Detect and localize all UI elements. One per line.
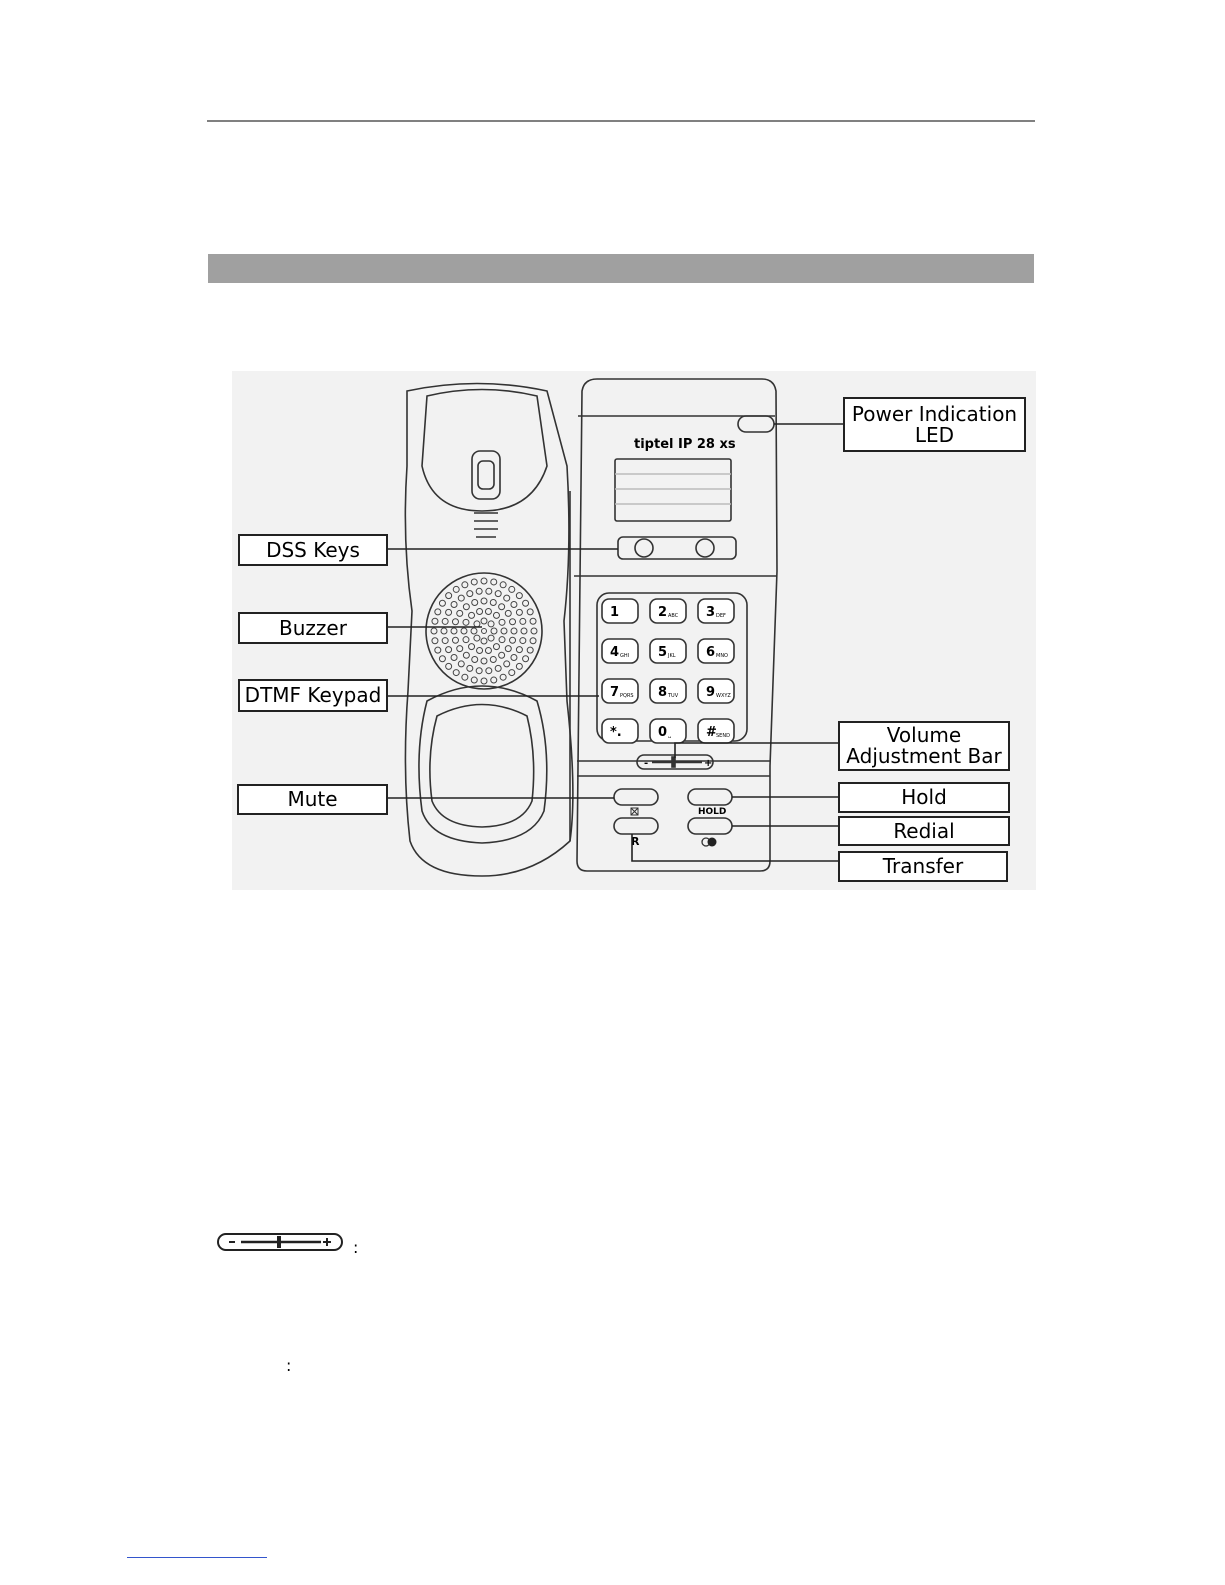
grille-hole bbox=[510, 637, 516, 643]
grille-hole bbox=[463, 619, 469, 625]
keypad-key-shape[interactable] bbox=[698, 679, 734, 703]
hold-key bbox=[688, 789, 732, 805]
grille-hole bbox=[493, 644, 499, 650]
keypad-key-shape[interactable] bbox=[650, 719, 686, 743]
grille-hole bbox=[490, 657, 496, 663]
callout-buzzer: Buzzer bbox=[238, 612, 388, 644]
handset-hook bbox=[472, 451, 500, 499]
grille-hole bbox=[491, 579, 497, 585]
grille-hole bbox=[461, 628, 467, 634]
redial-key bbox=[688, 818, 732, 834]
dss-key-1 bbox=[635, 539, 653, 557]
callout-transfer: Transfer bbox=[838, 851, 1008, 882]
keypad-keys bbox=[602, 599, 734, 743]
grille-hole bbox=[499, 604, 505, 610]
grille-hole bbox=[504, 661, 510, 667]
header-rule bbox=[207, 120, 1035, 122]
grille-hole bbox=[481, 618, 487, 624]
grille-hole bbox=[452, 619, 458, 625]
grille-hole bbox=[442, 638, 448, 644]
keypad-letters: PQRS bbox=[620, 693, 634, 699]
callout-mute: Mute bbox=[237, 784, 388, 815]
keypad-key-5[interactable] bbox=[650, 639, 686, 663]
handset-mouth-cup bbox=[419, 686, 547, 843]
keypad-letters: GHI bbox=[620, 653, 630, 659]
grille-hole bbox=[486, 668, 492, 674]
grille-hole bbox=[501, 628, 507, 634]
grille-hole bbox=[457, 610, 463, 616]
phone-figure bbox=[232, 371, 1036, 890]
grille-hole bbox=[463, 652, 469, 658]
grille-hole bbox=[476, 668, 482, 674]
handset-outline bbox=[405, 384, 573, 877]
volume-legend-colon: : bbox=[353, 1238, 359, 1257]
grille-hole bbox=[457, 646, 463, 652]
keypad-key-11[interactable] bbox=[650, 719, 686, 743]
lcd-screen bbox=[615, 459, 731, 521]
grille-hole bbox=[485, 647, 491, 653]
grille-hole bbox=[530, 618, 536, 624]
hold-key-label: HOLD bbox=[698, 807, 727, 817]
grille-hole bbox=[499, 637, 505, 643]
keypad-digit: 4 bbox=[610, 645, 620, 660]
grille-hole bbox=[485, 609, 491, 615]
power-led bbox=[738, 416, 774, 432]
keypad-key-8[interactable] bbox=[650, 679, 686, 703]
callout-hold: Hold bbox=[838, 782, 1010, 813]
keypad-digit: 6 bbox=[706, 645, 716, 660]
grille-hole bbox=[467, 665, 473, 671]
grille-hole bbox=[442, 618, 448, 624]
grille-hole bbox=[451, 655, 457, 661]
grille-hole bbox=[504, 595, 510, 601]
grille-hole bbox=[505, 610, 511, 616]
callout-volume-bar: Volume Adjustment Bar bbox=[838, 721, 1010, 771]
grille-hole bbox=[462, 674, 468, 680]
keypad-letters: SEND bbox=[716, 733, 730, 739]
redial-icon bbox=[702, 838, 717, 847]
grille-hole bbox=[531, 628, 537, 634]
grille-hole bbox=[471, 677, 477, 683]
grille-hole bbox=[509, 670, 515, 676]
grille-hole bbox=[490, 599, 496, 605]
footer-rule bbox=[127, 1557, 267, 1558]
grille-hole bbox=[451, 601, 457, 607]
transfer-key-label: R bbox=[631, 835, 640, 848]
grille-hole bbox=[474, 621, 480, 627]
grille-hole bbox=[477, 609, 483, 615]
grille-hole bbox=[488, 621, 494, 627]
grille-hole bbox=[505, 646, 511, 652]
grille-hole bbox=[500, 674, 506, 680]
keypad-key-shape[interactable] bbox=[698, 639, 734, 663]
mute-icon bbox=[631, 808, 638, 815]
grille-hole bbox=[495, 591, 501, 597]
grille-hole bbox=[488, 635, 494, 641]
grille-hole bbox=[491, 628, 497, 634]
grille-hole bbox=[481, 598, 487, 604]
keypad-key-shape[interactable] bbox=[650, 679, 686, 703]
buzzer-holes bbox=[431, 578, 537, 684]
grille-hole bbox=[493, 612, 499, 618]
grille-hole bbox=[439, 600, 445, 606]
grille-hole bbox=[499, 652, 505, 658]
grille-hole bbox=[453, 586, 459, 592]
keypad-digit: 9 bbox=[706, 685, 716, 700]
buzzer-grille bbox=[426, 573, 542, 689]
keypad-key-12[interactable] bbox=[698, 719, 734, 743]
keypad-key-3[interactable] bbox=[698, 599, 734, 623]
grille-hole bbox=[481, 678, 487, 684]
callout-dss-keys: DSS Keys bbox=[238, 534, 388, 566]
volume-plus-label: + bbox=[704, 758, 713, 769]
grille-hole bbox=[452, 637, 458, 643]
keypad-key-shape[interactable] bbox=[698, 599, 734, 623]
grille-hole bbox=[476, 588, 482, 594]
grille-hole bbox=[527, 609, 533, 615]
grille-hole bbox=[523, 656, 529, 662]
grille-hole bbox=[435, 609, 441, 615]
keypad-digit: # bbox=[706, 725, 717, 740]
keypad-letters: ␣ bbox=[668, 733, 672, 739]
keypad-key-6[interactable] bbox=[698, 639, 734, 663]
grille-hole bbox=[486, 588, 492, 594]
grille-hole bbox=[471, 628, 477, 634]
grille-hole bbox=[500, 582, 506, 588]
grille-hole bbox=[511, 628, 517, 634]
grille-hole bbox=[439, 656, 445, 662]
keypad-key-shape[interactable] bbox=[602, 599, 638, 623]
keypad-digit: 1 bbox=[610, 605, 620, 620]
keypad-letters: DEF bbox=[716, 613, 726, 619]
grille-hole bbox=[446, 593, 452, 599]
keypad-key-9[interactable] bbox=[698, 679, 734, 703]
grille-hole bbox=[516, 609, 522, 615]
grille-hole bbox=[432, 618, 438, 624]
keypad-digit: 2 bbox=[658, 605, 668, 620]
grille-hole bbox=[510, 619, 516, 625]
grille-hole bbox=[509, 586, 515, 592]
keypad-digit: *. bbox=[610, 725, 622, 740]
keypad-digit: 0 bbox=[658, 725, 668, 740]
brand-label: tiptel IP 28 xs bbox=[634, 437, 736, 452]
keypad-letters: TUV bbox=[668, 693, 679, 699]
grille-hole bbox=[463, 637, 469, 643]
grille-hole bbox=[458, 661, 464, 667]
keypad-key-shape[interactable] bbox=[650, 639, 686, 663]
grille-hole bbox=[527, 647, 533, 653]
keypad-key-10[interactable] bbox=[602, 719, 638, 743]
grille-hole bbox=[516, 647, 522, 653]
grille-hole bbox=[523, 600, 529, 606]
keypad-digit: 8 bbox=[658, 685, 668, 700]
grille-hole bbox=[474, 635, 480, 641]
grille-hole bbox=[516, 663, 522, 669]
dss-key-2 bbox=[696, 539, 714, 557]
keypad-key-7[interactable] bbox=[602, 679, 638, 703]
callout-power-led: Power Indication LED bbox=[843, 397, 1026, 452]
keypad-key-shape[interactable] bbox=[602, 639, 638, 663]
keypad-letters: JKL bbox=[668, 653, 676, 659]
callout-dtmf-keypad: DTMF Keypad bbox=[238, 679, 388, 712]
grille-hole bbox=[521, 628, 527, 634]
grille-hole bbox=[471, 579, 477, 585]
grille-hole bbox=[469, 644, 475, 650]
grille-hole bbox=[516, 593, 522, 599]
keypad-digit: 5 bbox=[658, 645, 668, 660]
grille-hole bbox=[482, 629, 487, 634]
grille-hole bbox=[458, 595, 464, 601]
keypad-key-shape[interactable] bbox=[602, 679, 638, 703]
grille-hole bbox=[495, 665, 501, 671]
volume-minus-label: - bbox=[644, 758, 649, 769]
grille-hole bbox=[432, 638, 438, 644]
section-heading-bar bbox=[208, 254, 1034, 283]
keypad-letters: WXYZ bbox=[716, 693, 731, 699]
keypad-key-2[interactable] bbox=[650, 599, 686, 623]
second-legend-colon: : bbox=[286, 1356, 292, 1375]
grille-hole bbox=[472, 657, 478, 663]
keypad-letters: MNO bbox=[716, 653, 728, 659]
keypad-key-1[interactable] bbox=[602, 599, 638, 623]
grille-hole bbox=[446, 663, 452, 669]
keypad-digit: 3 bbox=[706, 605, 716, 620]
grille-hole bbox=[446, 609, 452, 615]
grille-hole bbox=[520, 638, 526, 644]
grille-hole bbox=[472, 599, 478, 605]
grille-hole bbox=[511, 601, 517, 607]
grille-hole bbox=[435, 647, 441, 653]
grille-hole bbox=[451, 628, 457, 634]
grille-hole bbox=[463, 604, 469, 610]
grille-hole bbox=[491, 677, 497, 683]
callout-redial: Redial bbox=[838, 816, 1010, 846]
grille-hole bbox=[477, 647, 483, 653]
grille-hole bbox=[481, 638, 487, 644]
mute-key bbox=[614, 789, 658, 805]
grille-hole bbox=[441, 628, 447, 634]
grille-hole bbox=[481, 578, 487, 584]
grille-hole bbox=[431, 628, 437, 634]
grille-hole bbox=[499, 619, 505, 625]
volume-bar-icon bbox=[217, 1232, 343, 1252]
keypad-digit: 7 bbox=[610, 685, 620, 700]
grille-hole bbox=[481, 658, 487, 664]
keypad-key-4[interactable] bbox=[602, 639, 638, 663]
grille-hole bbox=[469, 612, 475, 618]
grille-hole bbox=[530, 638, 536, 644]
grille-hole bbox=[462, 582, 468, 588]
transfer-key bbox=[614, 818, 658, 834]
keypad-key-shape[interactable] bbox=[650, 599, 686, 623]
grille-hole bbox=[467, 591, 473, 597]
keypad-letters: ABC bbox=[668, 613, 679, 619]
grille-hole bbox=[511, 655, 517, 661]
grille-hole bbox=[446, 647, 452, 653]
grille-hole bbox=[520, 618, 526, 624]
grille-hole bbox=[453, 670, 459, 676]
